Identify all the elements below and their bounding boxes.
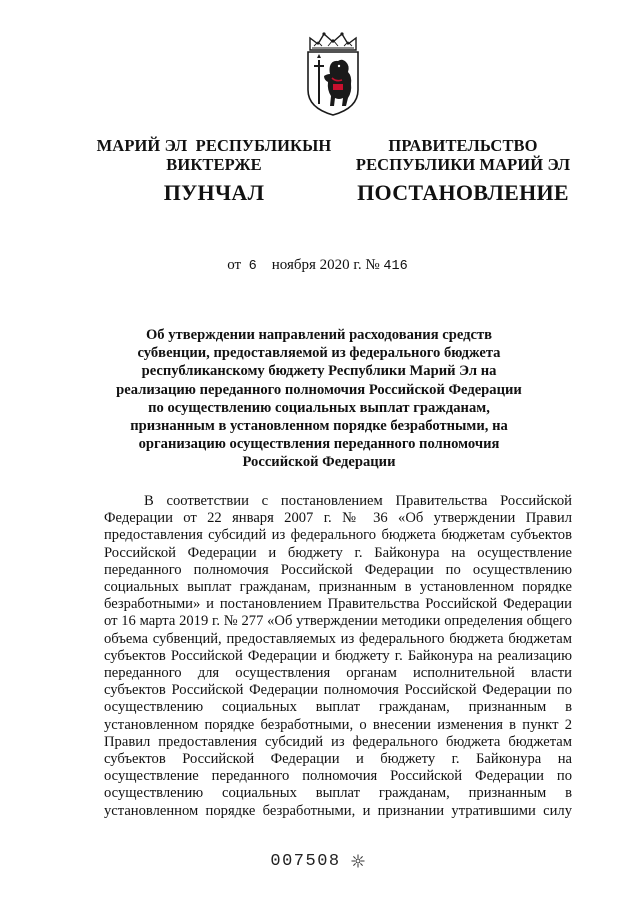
document-title	[114, 326, 524, 472]
date-month-year: ноября 2020 г. №	[271, 257, 380, 273]
coat-of-arms-icon	[302, 30, 364, 116]
body-paragraph: В соответствии с постановлением Правительства Российской Федерации от 22 января 2007 г. № 36 «Об утверждении Правил предоставления субсидий из федерального бюджета бюджетам субъектов Российской Федерации и бюджету г. Байконура на осуществление переданного полномочия Российской Федерации по осуществлению социальных выплат гражданам, признанным в установленном порядке безработными» и постановлением Правительства Российской Федерации от 16 марта 2019 г. № 277 «Об утверждении методики определения общего объема субвенций, предоставляемых из федерального бюджета бюджетам субъектов Российской Федерации и бюджету г. Байконура на реализацию переданного для осуществления органам исполнительной власти субъектов Российской Федерации полномочия Российской Федерации по осуществлению социальных выплат гражданам, признанным в установленном порядке безработными, о внесении изменения в пункт 2 Правил предоставления субсидий из федерального бюджета бюджетам субъектов Российской Федерации и бюджету г. Байконура на осуществление переданного полномочия Российской Федерации по осуществлению социальных выплат гражданам, признанным в установленном порядке безработными, и признании утратившими силу	[104, 493, 572, 819]
date-day: 6	[248, 259, 257, 274]
document-number: 416	[383, 259, 408, 274]
date-line	[0, 256, 635, 276]
date-prefix: от	[227, 257, 242, 273]
header-right-block	[343, 136, 583, 206]
header-left-line2: ВИКТЕРЖЕ	[166, 155, 262, 174]
header-left-line1: МАРИЙ ЭЛ РЕСПУБЛИКЫН	[96, 136, 332, 155]
header-left-doc-type: ПУНЧАЛ	[163, 180, 265, 205]
footer	[0, 852, 635, 871]
document-body	[104, 493, 572, 820]
header-right-doc-type: ПОСТАНОВЛЕНИЕ	[357, 180, 569, 205]
serial-number: 007508	[270, 852, 341, 871]
document-title-text: Об утверждении направлений расходования средств субвенции, предоставляемой из федерального бюджета республиканскому бюджету Республики Марий Эл на реализацию переданного полномочия Российской Федерации по осуществлению социальных выплат гражданам, признанным в установленном порядке безработными, на организацию осуществления переданного полномочия Российской Федерации	[116, 327, 522, 471]
header-right-line1: ПРАВИТЕЛЬСТВО	[388, 136, 538, 155]
asterisk-seal-icon	[351, 854, 365, 868]
header-right-line2: РЕСПУБЛИКИ МАРИЙ ЭЛ	[355, 155, 571, 174]
header-left-block	[94, 136, 334, 206]
